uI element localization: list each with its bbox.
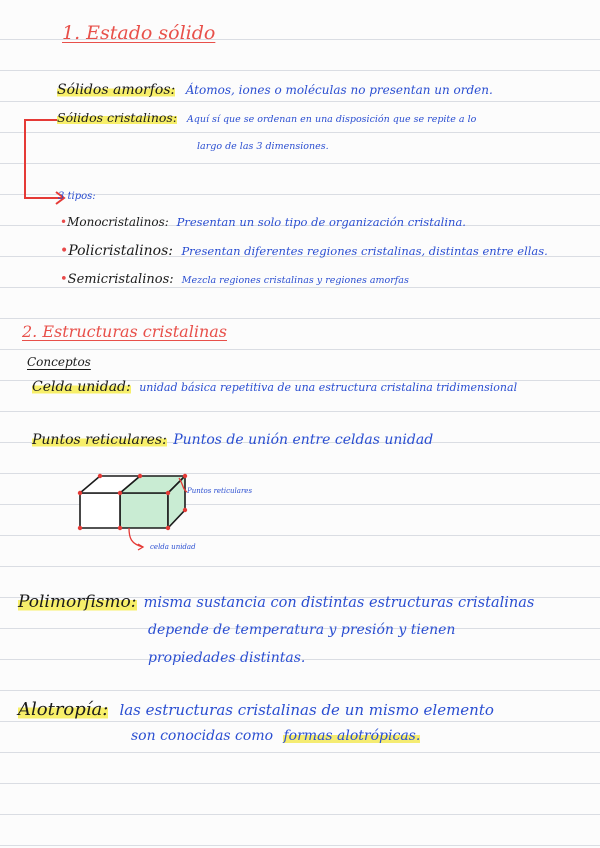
puntos-definition: Puntos de unión entre celdas unidad	[173, 432, 434, 448]
section-2-title: 2. Estructuras cristalinas	[22, 322, 227, 341]
polimorfismo-row	[18, 592, 534, 612]
tipo-term: Policristalinos:	[68, 243, 173, 259]
puntos-term: Puntos reticulares:	[32, 432, 167, 448]
cristalinos-term: Sólidos cristalinos:	[57, 110, 178, 125]
tipo-monocristalinos: •Monocristalinos: Presentan un solo tipo de organización cristalina.	[60, 215, 466, 229]
tipo-definition: Presentan diferentes regiones cristalinas, distintas entre ellas.	[181, 244, 548, 258]
alotropia-line2	[131, 728, 420, 744]
tipo-term: Semicristalinos:	[67, 272, 174, 287]
amorfos-row	[57, 82, 493, 98]
figure-label-celda: celda unidad	[150, 543, 196, 551]
cristalinos-definition: Aquí sí que se ordenan en una disposición que se repite a lo	[186, 114, 477, 125]
tipo-policristalinos: •Policristalinos: Presentan diferentes regiones cristalinas, distintas entre ellas.	[60, 243, 548, 259]
alotropia-row	[18, 699, 494, 720]
alotropia-line2-text: son conocidas como	[131, 728, 274, 744]
celda-row	[32, 379, 517, 395]
tipos-label: 3 tipos:	[58, 191, 96, 202]
celda-definition: unidad básica repetitiva de una estructura cristalina tridimensional	[139, 381, 518, 394]
amorfos-definition: Átomos, iones o moléculas no presentan un orden.	[185, 83, 493, 97]
polimorfismo-line3: propiedades distintas.	[148, 650, 306, 666]
celda-term: Celda unidad:	[32, 379, 131, 395]
tipo-semicristalinos: •Semicristalinos: Mezcla regiones cristalinas y regiones amorfas	[60, 272, 409, 287]
section-1-title: 1. Estado sólido	[62, 22, 216, 44]
polimorfismo-line2: depende de temperatura y presión y tienen	[148, 622, 456, 638]
polimorfismo-term: Polimorfismo:	[18, 592, 137, 612]
tipo-definition: Mezcla regiones cristalinas y regiones amorfas	[181, 275, 409, 286]
tipo-definition: Presentan un solo tipo de organización cristalina.	[176, 215, 466, 229]
conceptos-heading: Conceptos	[27, 355, 91, 369]
cristalinos-row	[57, 110, 476, 125]
alotropia-line1: las estructuras cristalinas de un mismo elemento	[119, 701, 494, 719]
cristalinos-definition-line2: largo de las 3 dimensiones.	[197, 141, 329, 152]
figure-label-puntos: Puntos reticulares	[187, 487, 253, 495]
polimorfismo-line1: misma sustancia con distintas estructuras cristalinas	[143, 595, 535, 611]
amorfos-term: Sólidos amorfos:	[57, 82, 176, 98]
tipo-term: Monocristalinos:	[67, 215, 169, 229]
puntos-row	[32, 432, 433, 448]
alotropia-highlight: formas alotrópicas.	[283, 728, 421, 744]
alotropia-term: Alotropía:	[18, 699, 109, 720]
